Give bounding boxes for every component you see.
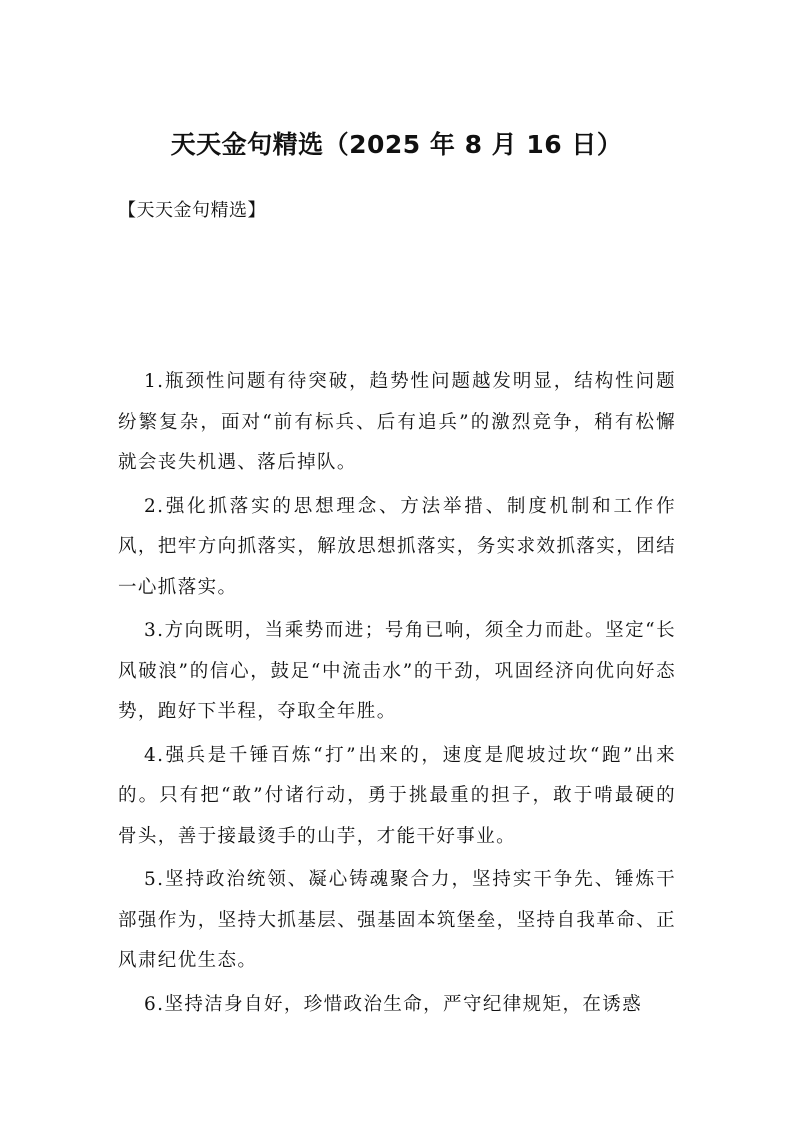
paragraph-6: 6.坚持洁身自好，珍惜政治生命，严守纪律规矩，在诱惑: [144, 993, 643, 1015]
paragraph-4: 4.强兵是千锤百炼“打”出来的，速度是爬坡过坎“跑”出来的。只有把“敢”付诸行动，勇于挑最重的担子，敢于啃最硬的骨头，善于接最烫手的山芋，才能干好事业。: [118, 744, 676, 847]
paragraph-2: 2.强化抓落实的思想理念、方法举措、制度机制和工作作风，把牢方向抓落实，解放思想抓落实，务实求效抓落实，团结一心抓落实。: [118, 495, 676, 598]
paragraph-1: 1.瓶颈性问题有待突破，趋势性问题越发明显，结构性问题纷繁复杂，面对“前有标兵、后有追兵”的激烈竞争，稍有松懈就会丧失机遇、落后掉队。: [118, 371, 676, 473]
document-title: 天天金句精选（2025 年 8 月 16 日）: [170, 130, 623, 159]
document-body: [118, 362, 676, 1028]
paragraph-3: 3.方向既明，当乘势而进；号角已响，须全力而赴。坚定“长风破浪”的信心，鼓足“中流击水”的干劲，巩固经济向优向好态势，跑好下半程，夺取全年胜。: [118, 620, 676, 722]
section-label: 【天天金句精选】: [118, 200, 266, 221]
paragraph-5: 5.坚持政治统领、凝心铸魂聚合力，坚持实干争先、锤炼干部强作为，坚持大抓基层、强基固本筑堡垒，坚持自我革命、正风肃纪优生态。: [118, 869, 676, 971]
